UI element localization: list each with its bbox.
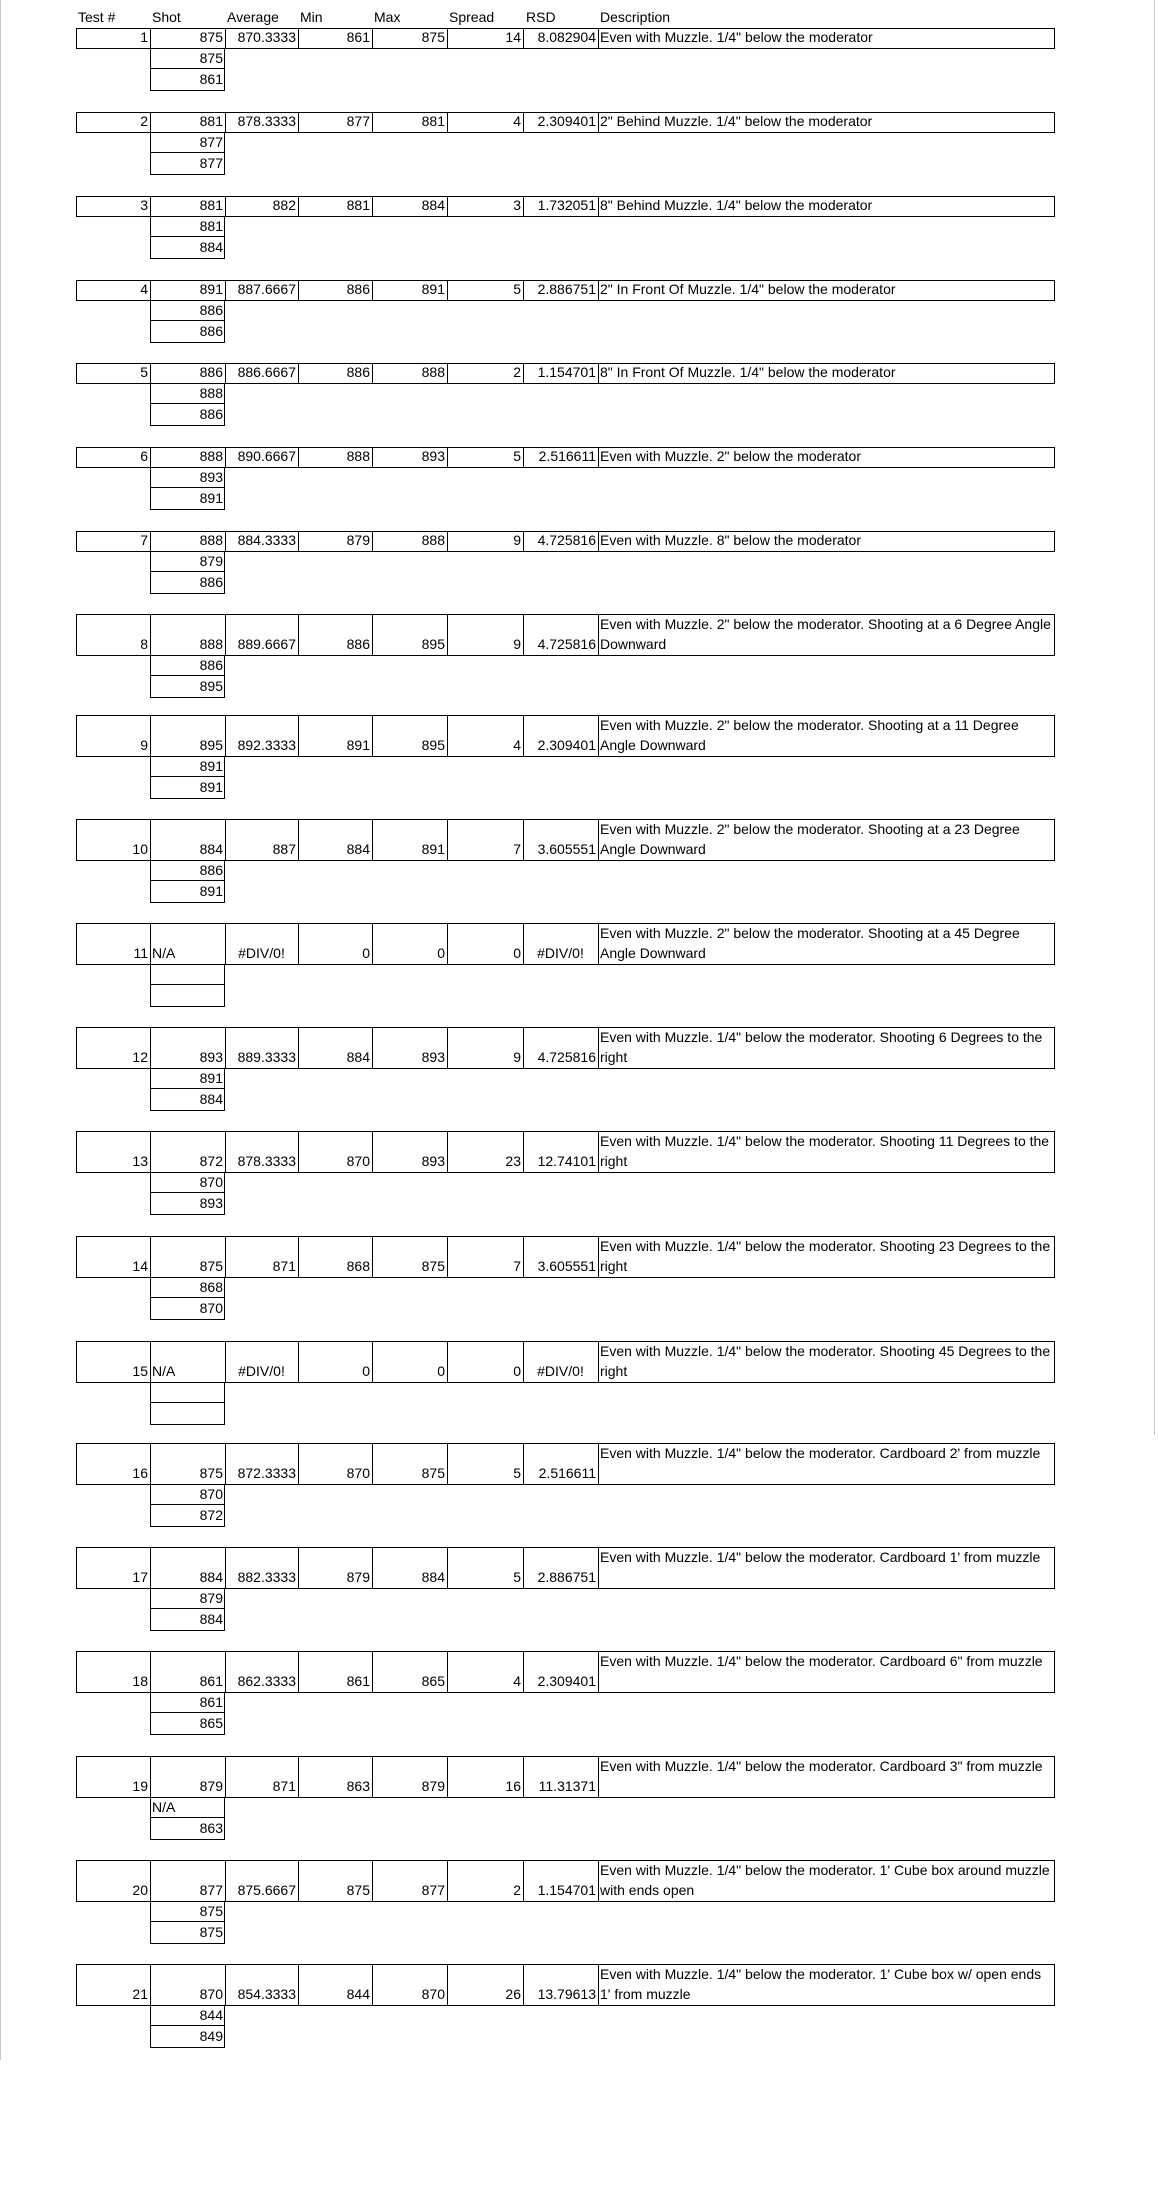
shot-cell[interactable]: 893: [199, 1049, 223, 1065]
shot-cell[interactable]: 884: [199, 239, 223, 255]
shot-cell[interactable]: 891: [199, 1070, 223, 1086]
shot-cell[interactable]: 893: [199, 469, 223, 485]
max-cell[interactable]: 870: [421, 1986, 445, 2002]
min-cell[interactable]: 861: [346, 1673, 370, 1689]
spread-cell[interactable]: 0: [513, 1363, 521, 1379]
description-cell[interactable]: Even with Muzzle. 1/4" below the moderator: [600, 29, 873, 45]
shot-cell[interactable]: 861: [199, 1673, 223, 1689]
shot-cell[interactable]: 886: [199, 862, 223, 878]
shot-cell[interactable]: 870: [199, 1986, 223, 2002]
spread-cell[interactable]: 0: [513, 945, 521, 961]
test-number[interactable]: 17: [132, 1569, 148, 1585]
test-number[interactable]: 7: [140, 532, 148, 548]
test-number[interactable]: 19: [132, 1778, 148, 1794]
shot-cell[interactable]: 877: [199, 1882, 223, 1898]
rsd-cell[interactable]: 2.309401: [537, 113, 596, 129]
average-cell[interactable]: #DIV/0!: [238, 945, 285, 961]
spread-cell[interactable]: 9: [513, 636, 521, 652]
spread-cell[interactable]: 7: [513, 841, 521, 857]
shot-cell[interactable]: 884: [199, 1569, 223, 1585]
header-test: Test #: [78, 9, 116, 25]
test-number[interactable]: 14: [132, 1258, 148, 1274]
min-cell[interactable]: 886: [346, 281, 370, 297]
shot-cell[interactable]: 861: [199, 71, 223, 87]
description-cell[interactable]: Even with Muzzle. 1/4" below the moderator. Shooting 11 Degrees to the right: [600, 1133, 1050, 1169]
test-number[interactable]: 9: [140, 737, 148, 753]
average-cell[interactable]: 889.3333: [237, 1049, 296, 1065]
test-number[interactable]: 3: [140, 197, 148, 213]
min-cell[interactable]: 861: [346, 29, 370, 45]
average-cell[interactable]: 878.3333: [237, 1153, 296, 1169]
spread-cell[interactable]: 4: [513, 737, 521, 753]
test-number[interactable]: 18: [132, 1673, 148, 1689]
average-cell[interactable]: 875.6667: [237, 1882, 296, 1898]
shot-cell[interactable]: 870: [199, 1300, 223, 1316]
spread-cell[interactable]: 16: [505, 1778, 521, 1794]
shot-cell[interactable]: 870: [199, 1486, 223, 1502]
shot-cell[interactable]: 895: [199, 678, 223, 694]
shot-cell[interactable]: 870: [199, 1174, 223, 1190]
shot-cell[interactable]: 865: [199, 1715, 223, 1731]
rsd-cell[interactable]: 4.725816: [537, 532, 596, 548]
shot-cell[interactable]: [150, 1383, 225, 1404]
max-cell[interactable]: 893: [421, 448, 445, 464]
spread-cell[interactable]: 4: [513, 1673, 521, 1689]
shot-cell[interactable]: 884: [199, 1091, 223, 1107]
shot-cell[interactable]: 875: [199, 50, 223, 66]
shot-cell[interactable]: 888: [199, 532, 223, 548]
rsd-cell[interactable]: 2.309401: [537, 1673, 596, 1689]
max-cell[interactable]: 884: [421, 197, 445, 213]
shot-cell[interactable]: 895: [199, 737, 223, 753]
shot-cell[interactable]: 886: [199, 406, 223, 422]
test-number[interactable]: 20: [132, 1882, 148, 1898]
sheet-left-border: [0, 0, 1, 2060]
average-cell[interactable]: 887.6667: [237, 281, 296, 297]
shot-cell[interactable]: 849: [199, 2028, 223, 2044]
description-cell[interactable]: Even with Muzzle. 2" below the moderator. Shooting at a 23 Degree Angle Downward: [600, 821, 1020, 857]
rsd-cell[interactable]: 4.725816: [537, 1049, 596, 1065]
rsd-cell[interactable]: 13.79613: [537, 1986, 596, 2002]
description-cell[interactable]: Even with Muzzle. 1/4" below the moderator. Cardboard 6" from muzzle: [600, 1653, 1043, 1669]
rsd-cell[interactable]: 4.725816: [537, 636, 596, 652]
min-cell[interactable]: 870: [346, 1153, 370, 1169]
shot-cell[interactable]: [150, 986, 225, 1007]
shot-cell[interactable]: 877: [199, 134, 223, 150]
average-cell[interactable]: 871: [272, 1258, 296, 1274]
test-number[interactable]: 10: [132, 841, 148, 857]
average-cell[interactable]: 871: [272, 1778, 296, 1794]
rsd-cell[interactable]: 3.605551: [537, 1258, 596, 1274]
sheet-right-border: [1154, 0, 1155, 1435]
description-cell[interactable]: Even with Muzzle. 2" below the moderator. Shooting at a 45 Degree Angle Downward: [600, 925, 1020, 961]
description-cell[interactable]: Even with Muzzle. 1/4" below the moderator. Shooting 23 Degrees to the right: [600, 1238, 1051, 1274]
spread-cell[interactable]: 5: [513, 281, 521, 297]
description-cell[interactable]: Even with Muzzle. 1/4" below the moderator. Cardboard 3" from muzzle: [600, 1758, 1043, 1774]
spread-cell[interactable]: 5: [513, 448, 521, 464]
shot-cell[interactable]: 875: [199, 1258, 223, 1274]
shot-cell[interactable]: N/A: [152, 1363, 176, 1379]
shot-cell[interactable]: 886: [199, 657, 223, 673]
shot-cell[interactable]: 888: [199, 448, 223, 464]
shot-cell[interactable]: 888: [199, 636, 223, 652]
average-cell[interactable]: 886.6667: [237, 364, 296, 380]
rsd-cell[interactable]: 11.31371: [538, 1778, 596, 1794]
max-cell[interactable]: 891: [421, 281, 445, 297]
average-cell[interactable]: 854.3333: [237, 1986, 296, 2002]
average-cell[interactable]: 887: [272, 841, 296, 857]
average-cell[interactable]: 872.3333: [237, 1465, 296, 1481]
min-cell[interactable]: 870: [346, 1465, 370, 1481]
min-cell[interactable]: 891: [346, 737, 370, 753]
min-cell[interactable]: 884: [346, 1049, 370, 1065]
average-cell[interactable]: 878.3333: [237, 113, 296, 129]
average-cell[interactable]: 884.3333: [237, 532, 296, 548]
header-spread: Spread: [449, 9, 495, 25]
rsd-cell[interactable]: #DIV/0!: [537, 945, 584, 961]
min-cell[interactable]: 877: [346, 113, 370, 129]
test-number[interactable]: 6: [140, 448, 148, 464]
shot-cell[interactable]: 884: [199, 841, 223, 857]
average-cell[interactable]: 862.3333: [237, 1673, 296, 1689]
spread-cell[interactable]: 9: [513, 1049, 521, 1065]
spread-cell[interactable]: 5: [513, 1465, 521, 1481]
header-min: Min: [300, 9, 323, 25]
rsd-cell[interactable]: 2.309401: [537, 737, 596, 753]
max-cell[interactable]: 875: [421, 29, 445, 45]
header-description: Description: [600, 9, 671, 25]
shot-cell[interactable]: 875: [199, 1465, 223, 1481]
shot-cell[interactable]: 872: [199, 1153, 223, 1169]
min-cell[interactable]: 0: [362, 945, 370, 961]
average-cell[interactable]: 892.3333: [237, 737, 296, 753]
spread-cell[interactable]: 2: [513, 1882, 521, 1898]
description-cell[interactable]: Even with Muzzle. 1/4" below the moderator. Cardboard 2' from muzzle: [600, 1445, 1041, 1461]
rsd-cell[interactable]: 2.516611: [538, 1465, 596, 1481]
rsd-cell[interactable]: 1.154701: [537, 1882, 596, 1898]
max-cell[interactable]: 888: [421, 532, 445, 548]
spread-cell[interactable]: 7: [513, 1258, 521, 1274]
min-cell[interactable]: 879: [346, 1569, 370, 1585]
header-shot: Shot: [152, 9, 181, 25]
rsd-cell[interactable]: #DIV/0!: [537, 1363, 584, 1379]
shot-cell[interactable]: [150, 965, 225, 986]
shot-cell[interactable]: 884: [199, 1611, 223, 1627]
shot-cell[interactable]: 886: [199, 323, 223, 339]
rsd-cell[interactable]: 2.886751: [537, 1569, 596, 1585]
shot-cell[interactable]: 879: [199, 1590, 223, 1606]
test-number[interactable]: 1: [140, 29, 148, 45]
test-number[interactable]: 15: [132, 1363, 148, 1379]
max-cell[interactable]: 0: [437, 1363, 445, 1379]
test-number[interactable]: 13: [132, 1153, 148, 1169]
shot-cell[interactable]: 891: [199, 490, 223, 506]
max-cell[interactable]: 884: [421, 1569, 445, 1585]
average-cell[interactable]: 870.3333: [237, 29, 296, 45]
shot-cell[interactable]: 844: [199, 2007, 223, 2023]
rsd-cell[interactable]: 2.886751: [537, 281, 596, 297]
max-cell[interactable]: 895: [421, 737, 445, 753]
test-number[interactable]: 5: [140, 364, 148, 380]
shot-cell[interactable]: 879: [199, 1778, 223, 1794]
max-cell[interactable]: 881: [421, 113, 445, 129]
rsd-cell[interactable]: 3.605551: [537, 841, 596, 857]
description-cell[interactable]: Even with Muzzle. 8" below the moderator: [600, 532, 861, 548]
max-cell[interactable]: 875: [421, 1258, 445, 1274]
rsd-cell[interactable]: 8.082904: [537, 29, 596, 45]
shot-cell[interactable]: 891: [199, 281, 223, 297]
test-number[interactable]: 16: [132, 1465, 148, 1481]
shot-cell[interactable]: 886: [199, 302, 223, 318]
description-cell[interactable]: 2" In Front Of Muzzle. 1/4" below the moderator: [600, 281, 896, 297]
average-cell[interactable]: 882: [272, 197, 296, 213]
min-cell[interactable]: 868: [346, 1258, 370, 1274]
test-number[interactable]: 4: [140, 281, 148, 297]
test-number[interactable]: 2: [140, 113, 148, 129]
spread-cell[interactable]: 2: [513, 364, 521, 380]
rsd-cell[interactable]: 1.732051: [537, 197, 596, 213]
shot-cell[interactable]: 868: [199, 1279, 223, 1295]
min-cell[interactable]: 0: [362, 1363, 370, 1379]
max-cell[interactable]: 875: [421, 1465, 445, 1481]
shot-cell[interactable]: 886: [199, 574, 223, 590]
header-max: Max: [374, 9, 401, 25]
shot-cell[interactable]: 872: [199, 1507, 223, 1523]
max-cell[interactable]: 893: [421, 1049, 445, 1065]
test-number[interactable]: 12: [132, 1049, 148, 1065]
average-cell[interactable]: 889.6667: [237, 636, 296, 652]
header-average: Average: [227, 9, 279, 25]
shot-cell[interactable]: 891: [199, 758, 223, 774]
max-cell[interactable]: 879: [421, 1778, 445, 1794]
shot-cell[interactable]: [150, 1404, 225, 1425]
shot-cell[interactable]: 893: [199, 1195, 223, 1211]
max-cell[interactable]: 0: [437, 945, 445, 961]
rsd-cell[interactable]: 12.74101: [537, 1153, 596, 1169]
shot-cell[interactable]: 877: [199, 155, 223, 171]
shot-cell[interactable]: 879: [199, 553, 223, 569]
min-cell[interactable]: 884: [346, 841, 370, 857]
description-cell[interactable]: Even with Muzzle. 1/4" below the moderator. Shooting 6 Degrees to the right: [600, 1029, 1043, 1065]
rsd-cell[interactable]: 2.516611: [538, 448, 596, 464]
min-cell[interactable]: 888: [346, 448, 370, 464]
rsd-cell[interactable]: 1.154701: [537, 364, 596, 380]
spread-cell[interactable]: 14: [505, 29, 521, 45]
min-cell[interactable]: 881: [346, 197, 370, 213]
spread-cell[interactable]: 4: [513, 113, 521, 129]
shot-cell[interactable]: 881: [199, 218, 223, 234]
spread-cell[interactable]: 26: [505, 1986, 521, 2002]
shot-cell[interactable]: 886: [199, 364, 223, 380]
min-cell[interactable]: 863: [346, 1778, 370, 1794]
description-cell[interactable]: Even with Muzzle. 1/4" below the moderator. Shooting 45 Degrees to the right: [600, 1343, 1051, 1379]
shot-cell[interactable]: 891: [199, 883, 223, 899]
spread-cell[interactable]: 23: [505, 1153, 521, 1169]
header-rsd: RSD: [526, 9, 556, 25]
spread-cell[interactable]: 3: [513, 197, 521, 213]
description-cell[interactable]: 8" In Front Of Muzzle. 1/4" below the moderator: [600, 364, 896, 380]
description-cell[interactable]: Even with Muzzle. 1/4" below the moderator. Cardboard 1' from muzzle: [600, 1549, 1041, 1565]
description-cell[interactable]: 2" Behind Muzzle. 1/4" below the moderator: [600, 113, 873, 129]
min-cell[interactable]: 875: [346, 1882, 370, 1898]
shot-cell[interactable]: N/A: [152, 945, 176, 961]
min-cell[interactable]: 879: [346, 532, 370, 548]
average-cell[interactable]: #DIV/0!: [238, 1363, 285, 1379]
min-cell[interactable]: 844: [346, 1986, 370, 2002]
shot-cell[interactable]: 875: [199, 1903, 223, 1919]
shot-cell[interactable]: 875: [199, 29, 223, 45]
test-number[interactable]: 21: [132, 1986, 148, 2002]
description-cell[interactable]: Even with Muzzle. 1/4" below the moderator. 1' Cube box w/ open ends 1' from muzzle: [600, 1966, 1042, 2002]
shot-cell[interactable]: 888: [199, 385, 223, 401]
min-cell[interactable]: 886: [346, 636, 370, 652]
description-cell[interactable]: Even with Muzzle. 2" below the moderator. Shooting at a 11 Degree Angle Downward: [600, 717, 1019, 753]
shot-cell[interactable]: 861: [199, 1694, 223, 1710]
spread-cell[interactable]: 9: [513, 532, 521, 548]
max-cell[interactable]: 891: [421, 841, 445, 857]
max-cell[interactable]: 865: [421, 1673, 445, 1689]
shot-cell[interactable]: 875: [199, 1924, 223, 1940]
max-cell[interactable]: 888: [421, 364, 445, 380]
max-cell[interactable]: 893: [421, 1153, 445, 1169]
shot-cell[interactable]: 891: [199, 779, 223, 795]
shot-cell[interactable]: 881: [199, 113, 223, 129]
max-cell[interactable]: 877: [421, 1882, 445, 1898]
max-cell[interactable]: 895: [421, 636, 445, 652]
average-cell[interactable]: 890.6667: [237, 448, 296, 464]
shot-cell[interactable]: 863: [199, 1820, 223, 1836]
description-cell[interactable]: 8" Behind Muzzle. 1/4" below the moderator: [600, 197, 873, 213]
shot-cell[interactable]: N/A: [152, 1799, 176, 1815]
spread-cell[interactable]: 5: [513, 1569, 521, 1585]
test-number[interactable]: 8: [140, 636, 148, 652]
description-cell[interactable]: Even with Muzzle. 1/4" below the moderator. 1' Cube box around muzzle with ends open: [600, 1862, 1050, 1898]
test-number[interactable]: 11: [133, 945, 148, 961]
average-cell[interactable]: 882.3333: [237, 1569, 296, 1585]
description-cell[interactable]: Even with Muzzle. 2" below the moderator: [600, 448, 861, 464]
description-cell[interactable]: Even with Muzzle. 2" below the moderator. Shooting at a 6 Degree Angle Downward: [600, 616, 1051, 652]
min-cell[interactable]: 886: [346, 364, 370, 380]
shot-cell[interactable]: 881: [199, 197, 223, 213]
